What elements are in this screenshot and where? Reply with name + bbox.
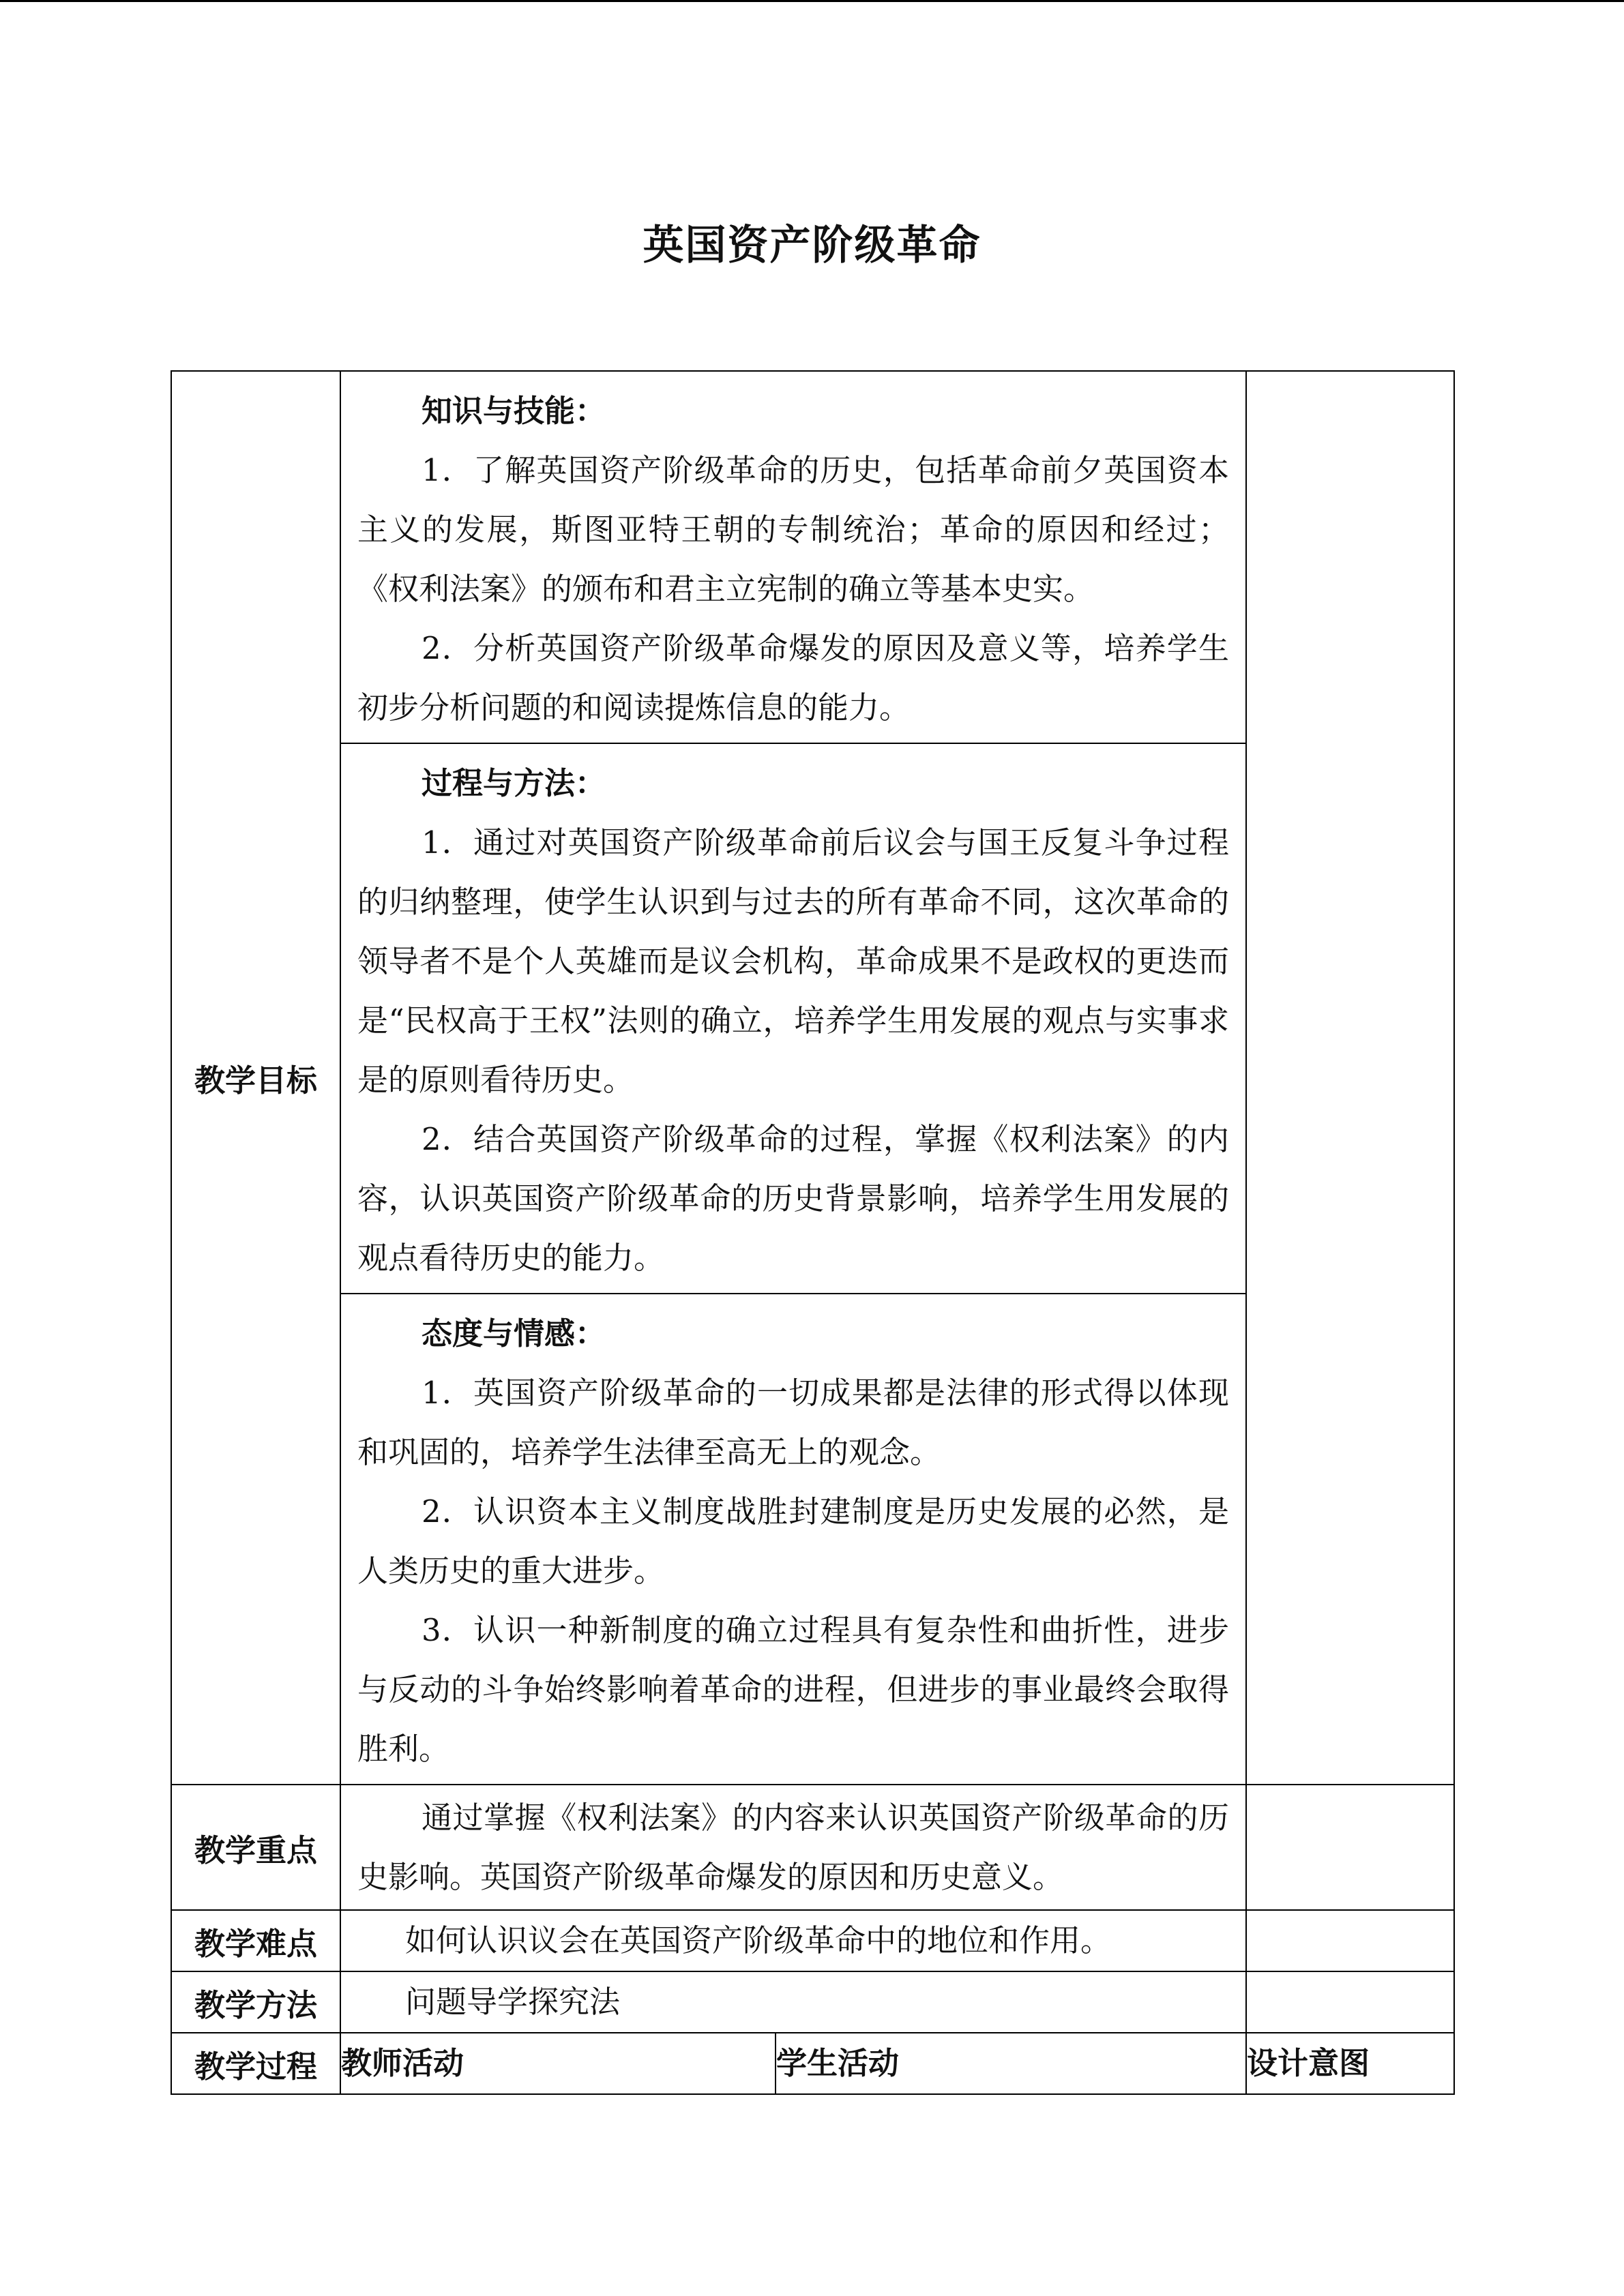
table-row	[171, 1910, 1454, 1971]
page-title: 英国资产阶级革命	[643, 222, 981, 269]
section-paragraph: 1．了解英国资产阶级革命的历史，包括革命前夕英国资本主义的发展，斯图亚特王朝的专制统治；革命的原因和经过；《权利法案》的颁布和君主立宪制的确立等基本史实。	[357, 452, 1230, 607]
section-paragraph: 2．认识资本主义制度战胜封建制度是历史发展的必然，是人类历史的重大进步。	[357, 1493, 1230, 1589]
key-points-label: 教学重点	[171, 1785, 340, 1910]
section-paragraph: 3．认识一种新制度的确立过程具有复杂性和曲折性，进步与反动的斗争始终影响着革命的进程，但进步的事业最终会取得胜利。	[357, 1612, 1230, 1767]
process-label: 教学过程	[171, 2033, 340, 2094]
methods-text: 问题导学探究法	[340, 1971, 1246, 2033]
table-row	[171, 1785, 1454, 1910]
difficulties-label: 教学难点	[171, 1910, 340, 1971]
table-row	[171, 371, 1454, 743]
top-border-line	[0, 0, 1624, 2]
key-points-note-cell	[1246, 1785, 1454, 1910]
section-paragraph: 1．通过对英国资产阶级革命前后议会与国王反复斗争过程的归纳整理，使学生认识到与过去的所有革命不同，这次革命的领导者不是个人英雄而是议会机构，革命成果不是政权的更迭而是“民权高于王权”法则的确立，培养学生用发展的观点与实事求是的原则看待历史。	[357, 824, 1230, 1098]
teacher-activity-header: 教师活动	[340, 2033, 776, 2094]
attitude-emotion-cell	[340, 1294, 1246, 1785]
difficulties-note-cell	[1246, 1910, 1454, 1971]
methods-note-cell	[1246, 1971, 1454, 2033]
key-points-cell	[340, 1785, 1246, 1910]
knowledge-skills-cell	[340, 371, 1246, 743]
section-heading: 过程与方法：	[422, 765, 606, 801]
section-paragraph: 2．结合英国资产阶级革命的过程，掌握《权利法案》的内容，认识英国资产阶级革命的历史背景影响，培养学生用发展的观点看待历史的能力。	[357, 1121, 1230, 1276]
methods-label: 教学方法	[171, 1971, 340, 2033]
section-heading: 知识与技能：	[422, 393, 606, 429]
section-paragraph: 2．分析英国资产阶级革命爆发的原因及意义等，培养学生初步分析问题的和阅读提炼信息的能力。	[357, 630, 1230, 726]
design-intent-header: 设计意图	[1246, 2033, 1454, 2094]
table-row	[171, 2033, 1454, 2094]
table-row	[171, 1971, 1454, 2033]
lesson-plan-table	[171, 370, 1455, 2095]
section-paragraph: 1．英国资产阶级革命的一切成果都是法律的形式得以体现和巩固的，培养学生法律至高无上的观念。	[357, 1375, 1230, 1470]
student-activity-header: 学生活动	[776, 2033, 1246, 2094]
process-methods-cell	[340, 743, 1246, 1294]
section-heading: 态度与情感：	[422, 1315, 606, 1352]
objectives-label: 教学目标	[171, 371, 340, 1785]
difficulties-text: 如何认识议会在英国资产阶级革命中的地位和作用。	[340, 1910, 1246, 1971]
objectives-note-cell	[1246, 371, 1454, 1785]
key-points-text: 通过掌握《权利法案》的内容来认识英国资产阶级革命的历史影响。英国资产阶级革命爆发的原因和历史意义。	[357, 1800, 1230, 1895]
